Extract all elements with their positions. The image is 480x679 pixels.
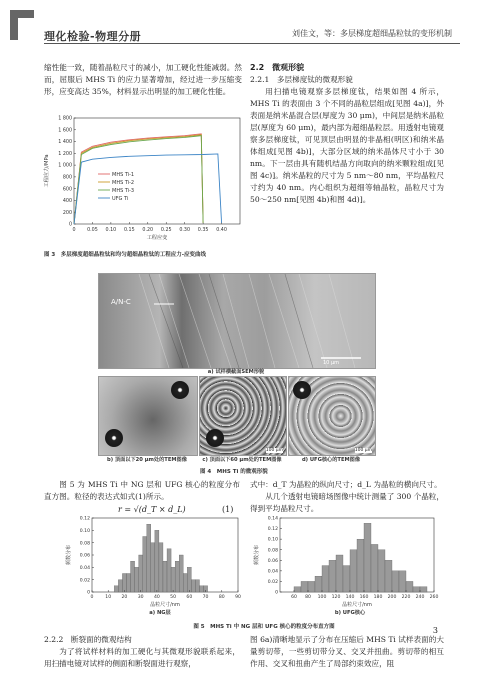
y-axis-label: 频数分布 bbox=[254, 544, 260, 566]
histogram-bar bbox=[122, 574, 126, 593]
y-tick-label: 0.06 bbox=[267, 558, 278, 564]
x-tick-label: 0.40 bbox=[216, 228, 227, 233]
subsection-heading: 2.2.2 断裂面的微观结构 bbox=[44, 635, 132, 644]
fig4c-scale-label: 100 μm bbox=[265, 448, 283, 453]
fig4a-sem-image bbox=[98, 273, 376, 369]
x-tick-label: 0 bbox=[90, 595, 94, 600]
y-tick-label: 400 bbox=[62, 199, 72, 205]
fig5-caption: 图 5 MHS Ti 中 NG 层和 UFG 核心的粒度分布直方图 bbox=[193, 624, 335, 630]
histogram-bar bbox=[392, 571, 399, 592]
histogram-bar bbox=[183, 574, 187, 593]
x-tick-label: 60 bbox=[186, 595, 193, 600]
histogram-bar bbox=[329, 560, 336, 592]
body-text: 图 5 为 MHS Ti 中 NG 层和 UFG 核心的粒度分布直方图。粒径的表达式如式(1)所示。 bbox=[44, 480, 240, 501]
plot-frame bbox=[74, 118, 240, 224]
bottom-right-column bbox=[250, 634, 444, 670]
histogram-bar bbox=[357, 539, 364, 592]
histogram-bar bbox=[159, 543, 163, 592]
x-tick-label: 160 bbox=[359, 595, 369, 600]
fig3-stress-strain-chart bbox=[40, 112, 245, 247]
x-tick-label: 100 bbox=[317, 595, 327, 600]
histogram-bar bbox=[406, 581, 413, 592]
x-axis-label: 晶粒尺寸/nm bbox=[150, 602, 180, 608]
x-tick-label: 50 bbox=[170, 595, 177, 600]
x-tick-label: 260 bbox=[429, 595, 439, 600]
x-tick-label: 40 bbox=[153, 595, 160, 600]
histogram-bar bbox=[336, 555, 343, 592]
equation-number: (1) bbox=[222, 505, 234, 514]
y-tick-label: 1 800 bbox=[58, 116, 72, 122]
y-tick-label: 0.08 bbox=[79, 541, 90, 547]
page-number: 3 bbox=[432, 626, 438, 635]
x-tick-label: 20 bbox=[121, 595, 128, 600]
y-tick-label: 0.14 bbox=[267, 516, 278, 522]
subsection-heading: 2.2.1 多层梯度钛的微观形貌 bbox=[250, 75, 353, 84]
y-tick-label: 1 600 bbox=[58, 128, 72, 134]
histogram-bar bbox=[315, 576, 322, 592]
diffraction-pattern-icon bbox=[105, 429, 123, 447]
y-tick-label: 1 400 bbox=[58, 140, 72, 146]
y-axis-label: 工程应力/MPa bbox=[44, 154, 50, 188]
equation-lhs: r = bbox=[118, 505, 134, 514]
histogram-bar bbox=[413, 587, 420, 592]
x-tick-label: 90 bbox=[235, 595, 241, 600]
histogram-bar bbox=[114, 586, 118, 592]
y-tick-label: 0.06 bbox=[79, 553, 90, 559]
histogram-bar bbox=[385, 560, 392, 592]
histogram-bar bbox=[155, 530, 159, 592]
histogram-bar bbox=[350, 550, 357, 592]
x-tick-label: 0.35 bbox=[197, 228, 209, 233]
histogram-bar bbox=[371, 544, 378, 592]
x-tick-label: 0.20 bbox=[142, 228, 154, 233]
x-axis-label: 工程应变 bbox=[146, 235, 168, 241]
x-tick-label: 0 bbox=[72, 228, 76, 233]
histogram-bar bbox=[420, 587, 427, 592]
x-tick-label: 200 bbox=[387, 595, 397, 600]
x-tick-label: 220 bbox=[401, 595, 411, 600]
y-tick-label: 0.04 bbox=[79, 565, 90, 571]
x-tick-label: 0.15 bbox=[123, 228, 135, 233]
histogram-bar bbox=[118, 580, 122, 592]
y-tick-label: 600 bbox=[62, 187, 72, 193]
histogram-bar bbox=[131, 561, 135, 592]
fig5b-subcaption: b) UFG核心 bbox=[334, 610, 366, 616]
fig4a-layer-label: A/N-C bbox=[111, 298, 131, 306]
histogram-bar bbox=[191, 580, 195, 592]
y-tick-label: 800 bbox=[62, 175, 72, 181]
histogram-bar bbox=[179, 555, 183, 592]
fig5a-subcaption: a) NG层 bbox=[149, 610, 171, 616]
diffraction-pattern-icon bbox=[171, 381, 189, 399]
histogram-bar bbox=[147, 524, 151, 592]
histogram-bar bbox=[139, 555, 143, 592]
fig4-caption: 图 4 MHS Ti 的微观形貌 bbox=[200, 469, 268, 475]
fig4a-caption: a) 试样横截面SEM形貌 bbox=[207, 369, 265, 375]
x-tick-label: 180 bbox=[373, 595, 383, 600]
histogram-bar bbox=[294, 587, 301, 592]
y-tick-label: 0.02 bbox=[267, 580, 278, 586]
fig5a-ng-histogram bbox=[64, 514, 244, 610]
body-text: 式中：d_T 为晶粒的纵向尺寸；d_L 为晶粒的横向尺寸。 bbox=[250, 480, 442, 489]
x-tick-label: 0.30 bbox=[179, 228, 191, 233]
x-tick-label: 10 bbox=[105, 595, 112, 600]
legend-label: UFG Ti bbox=[112, 195, 129, 202]
x-tick-label: 80 bbox=[218, 595, 225, 600]
y-tick-label: 200 bbox=[62, 210, 72, 216]
legend-label: MHS Ti-1 bbox=[112, 171, 135, 178]
running-title: 刘佳文，等：多层梯度超细晶粒钛的变形机制 bbox=[292, 29, 452, 38]
body-text: 为了将试样材料的加工硬化与其微观形貌联系起来，用扫描电镜对试样的侧面和断裂面进行观察， bbox=[44, 647, 240, 668]
histogram-bar bbox=[143, 537, 147, 593]
x-axis-label: 晶粒尺寸/nm bbox=[342, 602, 372, 608]
histogram-bar bbox=[167, 549, 171, 592]
histogram-bar bbox=[171, 567, 175, 592]
y-tick-label: 0 bbox=[87, 590, 90, 596]
histogram-bar bbox=[126, 574, 130, 593]
x-tick-label: 80 bbox=[305, 595, 311, 600]
y-tick-label: 0.04 bbox=[267, 569, 278, 575]
equation-1 bbox=[118, 505, 186, 514]
histogram-bar bbox=[135, 567, 139, 592]
fig5b-ufg-histogram bbox=[252, 514, 440, 610]
histogram-bar bbox=[151, 543, 155, 592]
body-text: 缩性能一致，随着晶粒尺寸的减小，加工硬化性能减弱。然而，屈服后 MHS Ti 的应力显著增加，经过进一步压缩变形，应变高达 35%，材料显示出明显的加工硬化性能。 bbox=[44, 63, 242, 96]
histogram-bar bbox=[199, 586, 203, 592]
histogram-bar bbox=[163, 561, 167, 592]
y-tick-label: 1 200 bbox=[58, 151, 72, 157]
bottom-left-column bbox=[44, 634, 240, 670]
fig4b-caption: b) 顶面以下20 μm处的TEM图像 bbox=[107, 457, 187, 463]
x-tick-label: 140 bbox=[345, 595, 355, 600]
y-tick-label: 0 bbox=[68, 222, 72, 228]
y-tick-label: 0.12 bbox=[79, 516, 90, 522]
y-axis-label: 频数分布 bbox=[66, 544, 72, 566]
histogram-bar bbox=[175, 561, 179, 592]
y-tick-label: 0.02 bbox=[79, 578, 90, 584]
histogram-bar bbox=[308, 581, 315, 592]
y-tick-label: 0.12 bbox=[267, 527, 278, 533]
histogram-bar bbox=[399, 571, 406, 592]
body-text: 从几个透射电镜暗场图像中统计测量了 300 个晶粒，得到平均晶粒尺寸。 bbox=[250, 492, 444, 513]
fig4a-scale-label: 10 μm bbox=[323, 360, 340, 366]
fig4d-tem-image bbox=[288, 376, 376, 456]
equation-rhs: √(d_T × d_L) bbox=[133, 505, 186, 514]
x-tick-label: 70 bbox=[202, 595, 209, 600]
histogram-bar bbox=[322, 566, 329, 592]
fig4c-tem-image bbox=[199, 376, 287, 456]
diffraction-pattern-icon bbox=[293, 381, 311, 399]
body-text: 图 6a)清晰地显示了分布在压缩后 MHS Ti 试样表面的大量剪切带，一些剪切带分叉、交叉并扭曲。剪切带的相互作用、交叉和扭曲产生了局部约束效应，阻 bbox=[250, 635, 444, 668]
fig4c-caption: c) 顶面以下60 μm处的TEM图像 bbox=[202, 457, 282, 463]
y-tick-label: 0.10 bbox=[267, 537, 278, 543]
x-tick-label: 60 bbox=[291, 595, 297, 600]
histogram-bar bbox=[195, 580, 199, 592]
histogram-bar bbox=[301, 581, 308, 592]
histogram-bar bbox=[378, 550, 385, 592]
header-rule bbox=[44, 43, 460, 44]
mid-left-paragraph bbox=[44, 479, 240, 503]
legend-label: MHS Ti-3 bbox=[112, 187, 135, 194]
x-tick-label: 0.25 bbox=[160, 228, 172, 233]
section-heading: 2.2 微观形貌 bbox=[250, 63, 305, 72]
fig4d-caption: d) UFG核心的TEM图像 bbox=[301, 457, 361, 463]
journal-logo-icon bbox=[10, 10, 34, 40]
histogram-bar bbox=[343, 566, 350, 592]
x-tick-label: 0.05 bbox=[87, 228, 98, 233]
fig4b-tem-image bbox=[98, 376, 198, 456]
y-tick-label: 1 000 bbox=[58, 163, 72, 169]
series-line-mhs-ti-3 bbox=[74, 136, 203, 224]
body-text: 用扫描电镜观察多层梯度钛，结果如图 4 所示，MHS Ti 的表面由 3 个不同的晶粒层组成[见图 4a)]，外表面是纳米晶混合层(厚度为 30 μm)，中间层是纳米晶粒层(厚度为 60 μm)，最内部为超细晶粒层。用透射电镜观察多层梯度钛，可见顶层由明显的非晶相(明区)和纳米晶体组成[见图 4b)]，大部分区域的纳米晶体尺寸小于 30 nm。下一层由具有随机结晶方向取向的纳米颗粒组成[见图 4c)]。纳米晶粒的尺寸为 5 nm～80 nm，平均晶粒尺寸约为 40 nm。内心组织为超细等轴晶粒，晶粒尺寸为 50～250 nm[见图 4b)和图 4d)]。 bbox=[250, 87, 444, 204]
legend-label: MHS Ti-2 bbox=[112, 179, 135, 186]
page-header bbox=[0, 0, 480, 46]
histogram-bar bbox=[364, 523, 371, 592]
x-tick-label: 120 bbox=[331, 595, 341, 600]
journal-name: 理化检验-物理分册 bbox=[44, 30, 142, 43]
fig4d-scale-label: 100 μm bbox=[354, 448, 372, 453]
left-top-paragraph bbox=[44, 62, 242, 98]
diffraction-pattern-icon bbox=[206, 429, 224, 447]
series-line-ufg-ti bbox=[74, 154, 222, 224]
fig3-caption: 图 3 多层梯度超细晶粒钛和均匀超细晶粒钛的工程应力-应变曲线 bbox=[44, 252, 207, 258]
x-tick-label: 0.10 bbox=[105, 228, 117, 233]
y-tick-label: 0 bbox=[275, 590, 278, 596]
x-tick-label: 30 bbox=[137, 595, 144, 600]
histogram-bar bbox=[187, 567, 191, 592]
right-top-column bbox=[250, 62, 444, 206]
mid-right-paragraph bbox=[250, 479, 444, 515]
x-tick-label: 240 bbox=[415, 595, 425, 600]
y-tick-label: 0.08 bbox=[267, 548, 278, 554]
y-tick-label: 0.10 bbox=[79, 528, 90, 534]
